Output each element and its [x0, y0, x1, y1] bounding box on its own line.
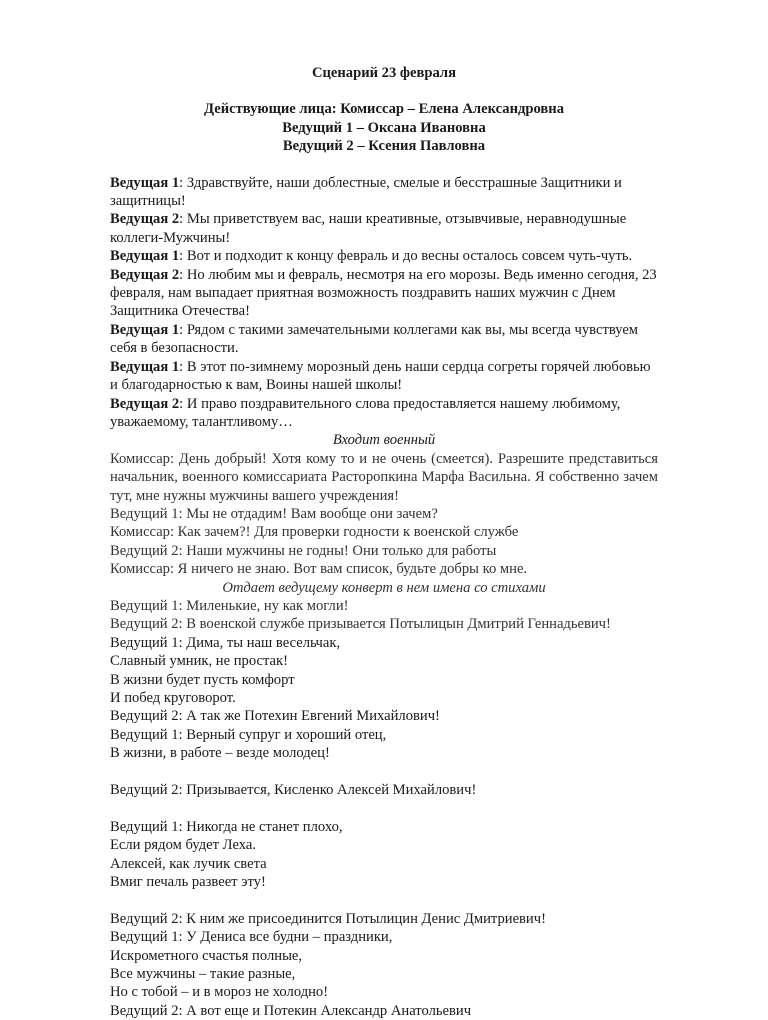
speaker-label: Ведущая 2: [110, 395, 180, 412]
dialogue-line: Ведущий 2: А так же Потехин Евгений Михайлович!: [110, 708, 440, 725]
dialogue-line: Ведущий 1: Мы не отдадим! Вам вообще они зачем?: [110, 505, 438, 522]
poem-line: Славный умник, не простак!: [110, 653, 288, 670]
dialogue-text: : Вот и подходит к концу февраль и до весны осталось совсем чуть-чуть.: [179, 248, 633, 265]
intro-section: [110, 174, 658, 432]
dialogue-line: Ведущий 1: Верный супруг и хороший отец,: [110, 726, 387, 743]
dialogue-block-1: [110, 505, 658, 579]
poem-line: Искрометного счастья полные,: [110, 947, 302, 964]
spacer: [110, 763, 658, 781]
speaker-label: Ведущая 1: [110, 174, 180, 191]
dialogue-text: : В этот по-зимнему морозный день наши сердца согреты горячей любовью и благодарностью к вам, Воины нашей школы!: [110, 358, 651, 394]
spacer: [110, 891, 658, 909]
cast-list: [110, 100, 658, 155]
dialogue-block-3: [110, 781, 658, 799]
poem-line: Алексей, как лучик света: [110, 855, 267, 872]
dialogue-line: Комиссар: Я ничего не знаю. Вот вам список, будьте добры ко мне.: [110, 561, 528, 578]
dialogue-line: Ведущий 1: Никогда не станет плохо,: [110, 818, 343, 835]
dialogue-line: [110, 321, 658, 358]
poem-line: Но с тобой – и в мороз не холодно!: [110, 984, 329, 1001]
dialogue-line: Ведущий 1: Дима, ты наш весельчак,: [110, 634, 341, 651]
dialogue-line: [110, 247, 658, 265]
poem-line: В жизни, в работе – везде молодец!: [110, 745, 330, 762]
document-page: [110, 64, 658, 1020]
dialogue-text: : Рядом с такими замечательными коллегами как вы, мы всегда чувствуем себя в безопасности.: [110, 321, 639, 357]
poem-line: И побед круговорот.: [110, 690, 236, 706]
dialogue-block-4: [110, 818, 658, 892]
dialogue-text: : И право поздравительного слова предоставляется нашему любимому, уважаемому, талантливому…: [110, 395, 621, 430]
commissar-speech: Комиссар: День добрый! Хотя кому то и не очень (смеется). Разрешите представиться начальник, военного комиссариата Расторопкина Марфа Васильна. Я собственно зачем тут, мне нужны мужчины вашего учреждения!: [110, 450, 658, 504]
dialogue-text: : Здравствуйте, наши доблестные, смелые и бесстрашные Защитники и защитницы!: [110, 174, 622, 210]
dialogue-line: [110, 358, 658, 395]
dialogue-block-5: [110, 910, 658, 1020]
stage-direction: Входит военный: [332, 432, 436, 449]
speaker-label: Ведущая 1: [110, 321, 180, 338]
dialogue-line: Ведущий 2: В военской службе призывается Потылицын Дмитрий Геннадьевич!: [110, 616, 611, 633]
speaker-label: Ведущая 1: [110, 358, 180, 375]
dialogue-line: [110, 266, 658, 321]
speaker-label: Ведущая 1: [110, 248, 180, 265]
speaker-label: Ведущая 2: [110, 211, 180, 228]
dialogue-line: Комиссар: Как зачем?! Для проверки годности к военской службе: [110, 524, 519, 541]
poem-line: Если рядом будет Леха.: [110, 837, 256, 854]
cast-line: Действующие лица: Комиссар – Елена Александровна: [204, 101, 564, 118]
stage-direction: Отдает ведущему конверт в нем имена со стихами: [222, 579, 546, 596]
dialogue-line: [110, 210, 658, 247]
dialogue-line: Ведущий 1: Миленькие, ну как могли!: [110, 597, 349, 614]
dialogue-line: [110, 395, 658, 432]
dialogue-text: : Но любим мы и февраль, несмотря на его морозы. Ведь именно сегодня, 23 февраля, нам выпадает приятная возможность поздравить наших мужчин с Днем Защитника Отечества!: [110, 266, 657, 320]
document-title: Сценарий 23 февраля: [311, 65, 457, 81]
speaker-label: Ведущая 2: [110, 266, 180, 283]
dialogue-line: Ведущий 2: Призывается, Кисленко Алексей Михайлович!: [110, 782, 477, 799]
dialogue-block-2: [110, 597, 658, 763]
dialogue-line: [110, 174, 658, 211]
cast-line: Ведущий 2 – Ксения Павловна: [282, 138, 486, 155]
poem-line: Все мужчины – такие разные,: [110, 966, 296, 983]
dialogue-line: Ведущий 2: Наши мужчины не годны! Они только для работы: [110, 542, 497, 559]
dialogue-line: Ведущий 1: У Дениса все будни – праздники,: [110, 929, 393, 946]
dialogue-line: Ведущий 2: А вот еще и Потекин Александр Анатольевич: [110, 1002, 472, 1019]
dialogue-line: Ведущий 2: К ним же присоединится Потылицин Денис Дмитриевич!: [110, 910, 546, 927]
poem-line: В жизни будет пусть комфорт: [110, 671, 295, 688]
cast-line: Ведущий 1 – Оксана Ивановна: [282, 119, 486, 136]
spacer: [110, 799, 658, 817]
dialogue-text: : Мы приветствуем вас, наши креативные, отзывчивые, неравнодушные коллеги-Мужчины!: [110, 211, 627, 246]
poem-line: Вмиг печаль развеет эту!: [110, 874, 266, 891]
